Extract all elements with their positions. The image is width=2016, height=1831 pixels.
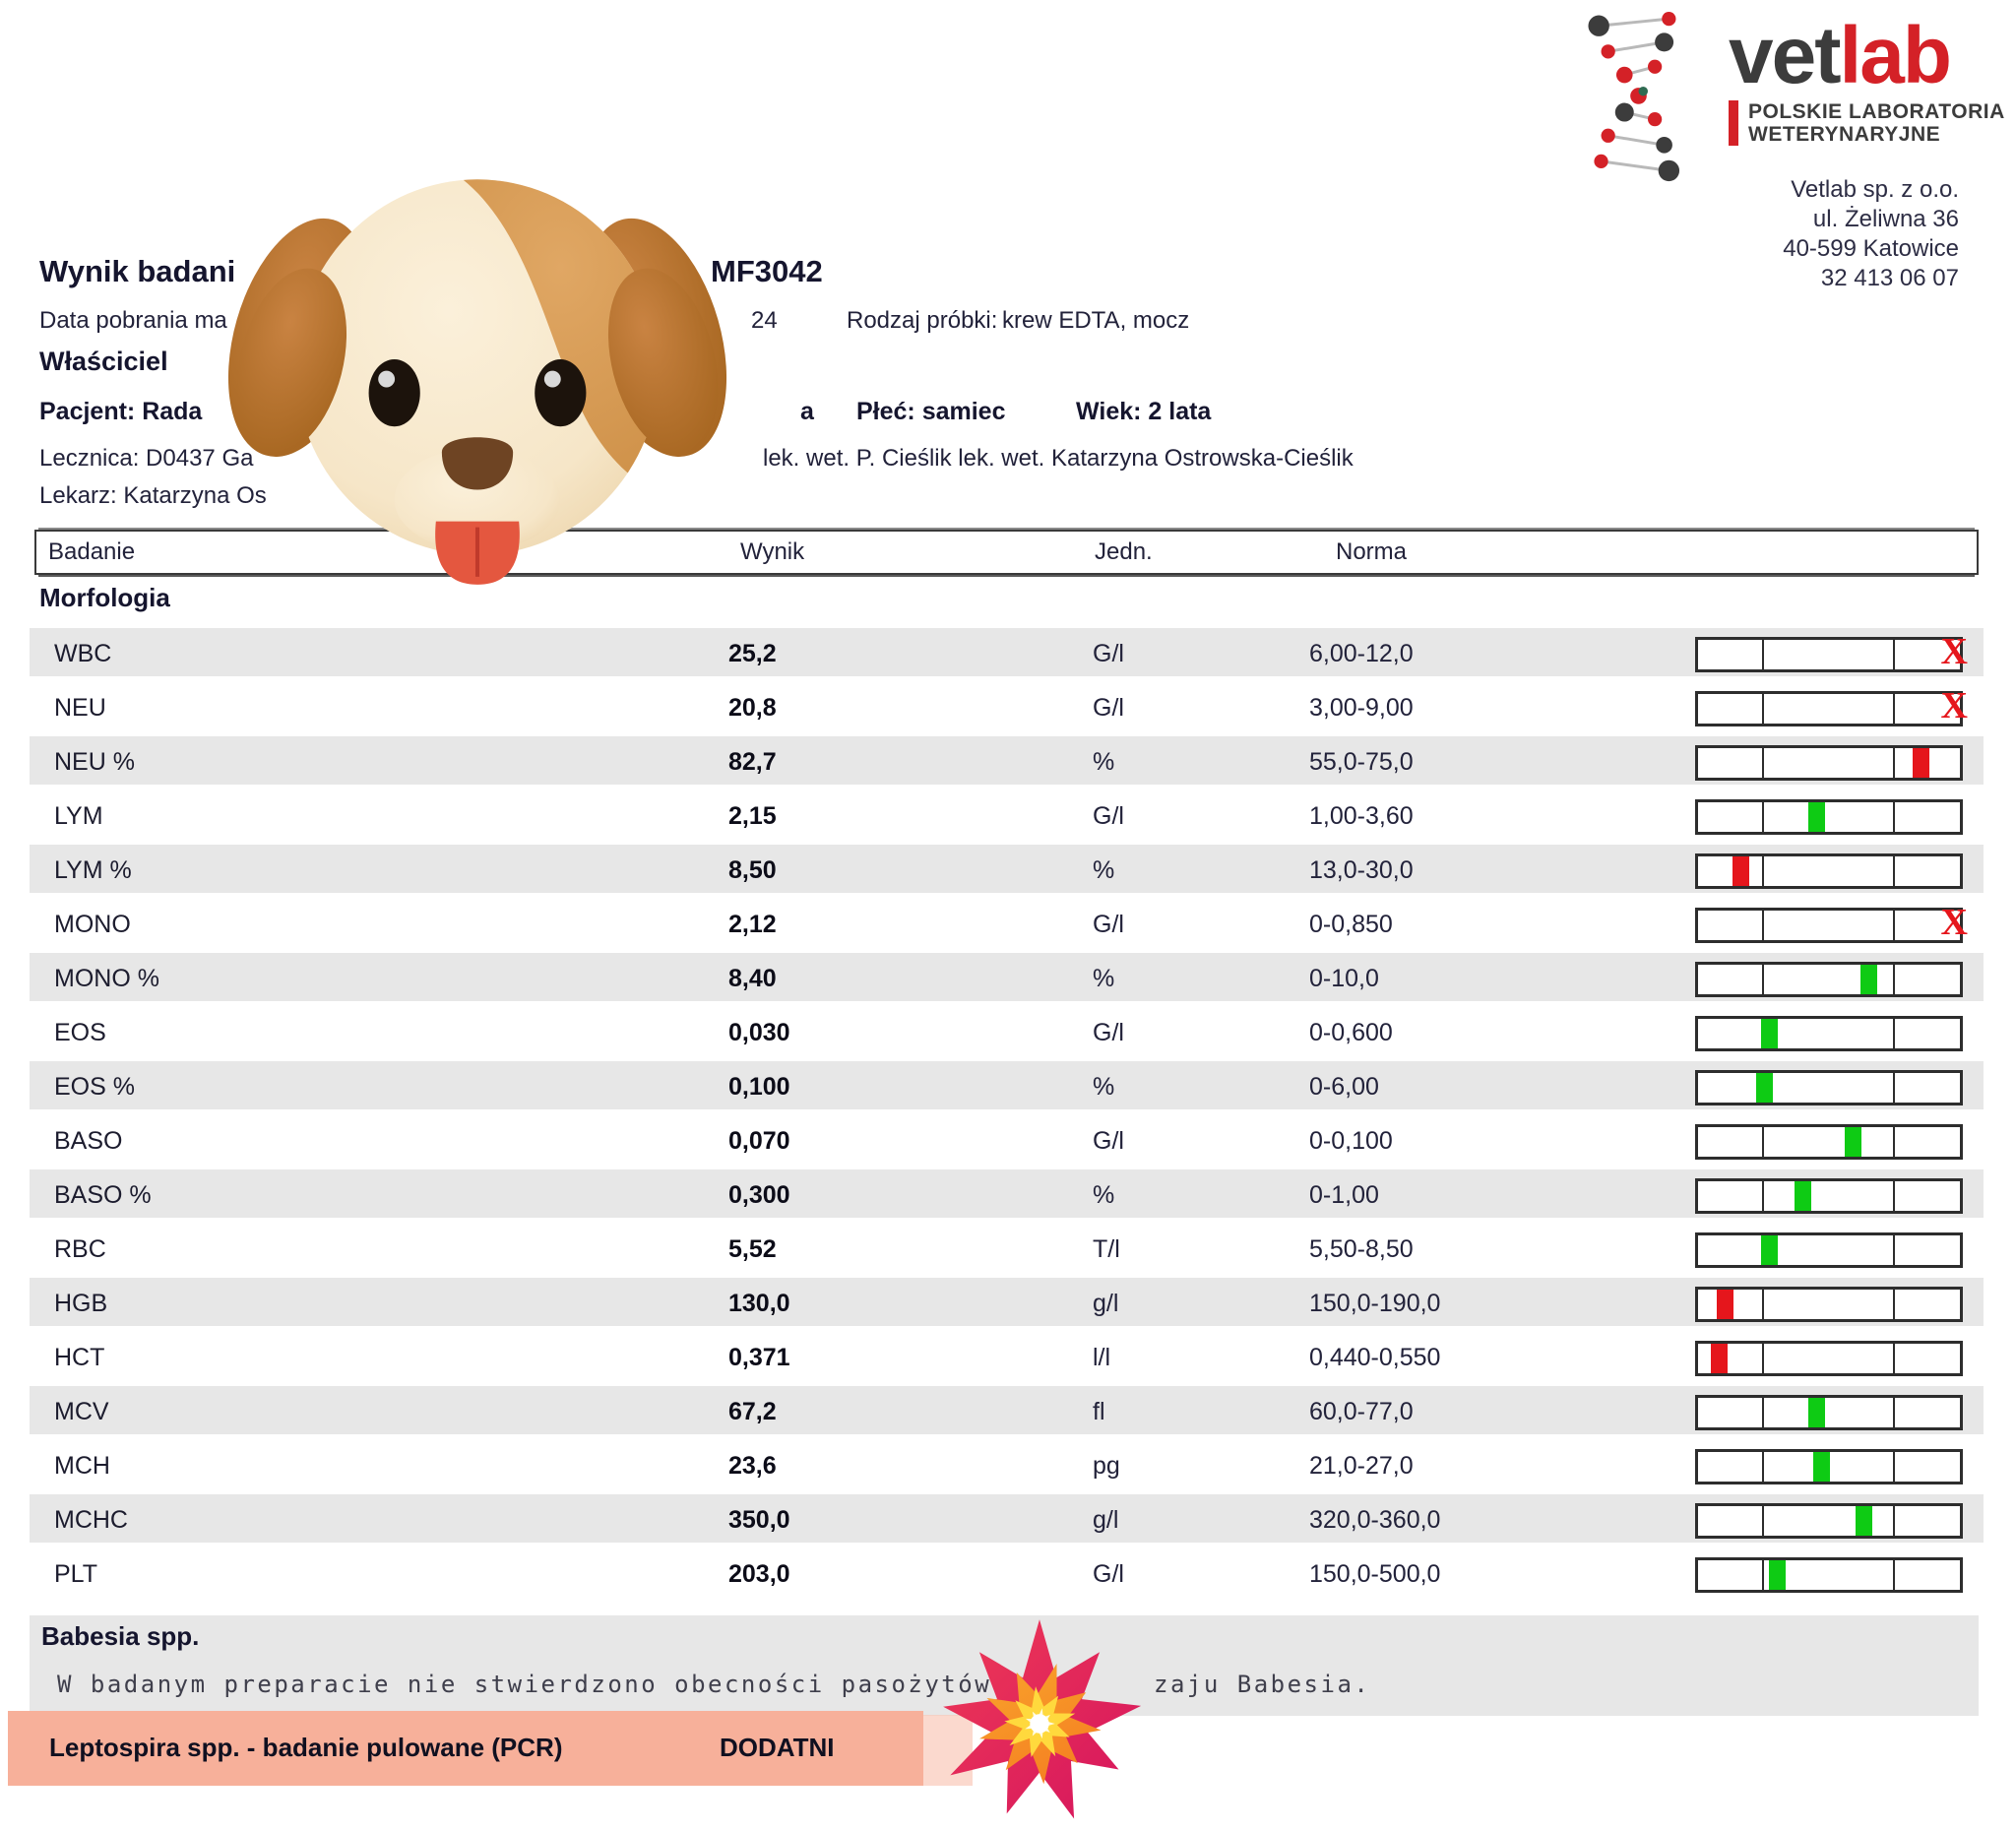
test-name: RBC [54, 1235, 106, 1263]
clinic-label-fragment: Lecznica: D0437 Ga [39, 445, 254, 472]
range-bar-divider-low [1762, 1127, 1764, 1157]
test-result-value: 0,100 [728, 1073, 790, 1101]
row-shade-band [30, 899, 1984, 947]
table-row-baso [30, 1113, 1984, 1168]
range-indicator-bar [1695, 1178, 1963, 1214]
company-street: ul. Żeliwna 36 [1812, 206, 1959, 232]
test-name: MONO [54, 911, 131, 938]
test-norm-range: 60,0-77,0 [1309, 1398, 1414, 1425]
logo-tagline [1729, 100, 2005, 146]
dog-face-emoji-overlay [220, 140, 734, 585]
table-row-lym [30, 789, 1984, 843]
sample-type-label: Rodzaj próbki: [847, 307, 998, 334]
test-unit: % [1093, 748, 1115, 776]
test-unit: G/l [1093, 1019, 1124, 1046]
in-range-marker [1756, 1073, 1773, 1103]
table-row-hct [30, 1330, 1984, 1384]
row-shade-band [30, 1440, 1984, 1488]
out-of-scale-high-x-marker: X [1940, 902, 1968, 943]
range-bar-divider-low [1762, 965, 1764, 994]
logo-tagline-bar [1729, 100, 1738, 146]
row-shade-band [30, 845, 1984, 893]
table-row-baso- [30, 1168, 1984, 1222]
in-range-marker [1845, 1127, 1861, 1157]
range-bar-divider-high [1893, 1506, 1895, 1536]
test-name: HCT [54, 1344, 105, 1371]
test-result-value: 0,030 [728, 1019, 790, 1046]
table-row-mcv [30, 1384, 1984, 1438]
table-row-eos [30, 1005, 1984, 1059]
row-shade-band [30, 1386, 1984, 1434]
range-indicator-bar [1695, 1287, 1963, 1322]
test-unit: G/l [1093, 1127, 1124, 1155]
test-unit: G/l [1093, 640, 1124, 667]
range-indicator-bar [1695, 853, 1963, 889]
logo-wordmark [1729, 11, 2005, 146]
company-name: Vetlab sp. z o.o. [1791, 176, 1959, 203]
babesia-result-text-left-fragment: W badanym preparacie nie stwierdzono obecności pasożytów [57, 1671, 992, 1698]
range-bar-divider-low [1762, 1290, 1764, 1319]
test-result-value: 0,300 [728, 1181, 790, 1209]
table-row-eos- [30, 1059, 1984, 1113]
range-bar-divider-high [1893, 1344, 1895, 1373]
in-range-marker [1761, 1019, 1778, 1048]
column-header-norm: Norma [1336, 538, 1408, 565]
out-of-range-marker [1711, 1344, 1728, 1373]
row-shade-band [30, 1224, 1984, 1272]
row-shade-band [30, 1061, 1984, 1109]
logo-tagline-line2: WETERYNARYJNE [1748, 123, 1941, 146]
table-row-mchc [30, 1492, 1984, 1547]
range-bar-divider-low [1762, 748, 1764, 778]
test-name: MCH [54, 1452, 110, 1480]
in-range-marker [1808, 1398, 1825, 1427]
sample-date-label-fragment: Data pobrania ma [39, 307, 227, 334]
doctor-label-fragment: Lekarz: Katarzyna Os [39, 482, 267, 509]
test-norm-range: 0,440-0,550 [1309, 1344, 1441, 1371]
test-result-value: 23,6 [728, 1452, 777, 1480]
babesia-result-text-right-fragment: zaju Babesia. [1154, 1671, 1371, 1698]
table-row-mono- [30, 951, 1984, 1005]
row-shade-band [30, 736, 1984, 785]
test-unit: l/l [1093, 1344, 1111, 1371]
table-row-wbc [30, 626, 1984, 680]
test-name: MCHC [54, 1506, 128, 1534]
out-of-range-marker [1717, 1290, 1733, 1319]
test-norm-range: 21,0-27,0 [1309, 1452, 1414, 1480]
test-name: BASO [54, 1127, 123, 1155]
leptospira-result-value: DODATNI [720, 1733, 835, 1762]
test-unit: fl [1093, 1398, 1105, 1425]
test-name: LYM [54, 802, 103, 830]
range-bar-divider-low [1762, 802, 1764, 832]
row-shade-band [30, 1007, 1984, 1055]
range-bar-divider-high [1893, 802, 1895, 832]
test-result-value: 82,7 [728, 748, 777, 776]
range-indicator-bar [1695, 745, 1963, 781]
logo-lab: lab [1839, 11, 1950, 100]
out-of-scale-high-x-marker: X [1940, 685, 1968, 726]
test-norm-range: 150,0-500,0 [1309, 1560, 1441, 1588]
test-norm-range: 0-6,00 [1309, 1073, 1379, 1101]
range-indicator-bar [1695, 1395, 1963, 1430]
range-bar-divider-high [1893, 1560, 1895, 1590]
table-row-rbc [30, 1222, 1984, 1276]
row-shade-band [30, 628, 1984, 676]
test-norm-range: 1,00-3,60 [1309, 802, 1414, 830]
section-heading-morfologia: Morfologia [39, 583, 170, 612]
test-result-value: 2,15 [728, 802, 777, 830]
in-range-marker [1808, 802, 1825, 832]
test-norm-range: 6,00-12,0 [1309, 640, 1414, 667]
test-norm-range: 150,0-190,0 [1309, 1290, 1441, 1317]
range-bar-divider-low [1762, 1181, 1764, 1211]
test-result-value: 0,371 [728, 1344, 790, 1371]
range-indicator-bar [1695, 1016, 1963, 1051]
range-indicator-bar [1695, 1232, 1963, 1268]
column-header-result: Wynik [740, 538, 805, 565]
logo-vet: vet [1729, 11, 1840, 100]
test-unit: G/l [1093, 1560, 1124, 1588]
test-name: BASO % [54, 1181, 152, 1209]
test-result-value: 203,0 [728, 1560, 790, 1588]
test-unit: pg [1093, 1452, 1120, 1480]
table-row-mch [30, 1438, 1984, 1492]
column-header-unit: Jedn. [1095, 538, 1153, 565]
test-unit: % [1093, 1073, 1115, 1101]
test-result-value: 8,50 [728, 856, 777, 884]
range-indicator-bar [1695, 902, 1968, 943]
range-bar-divider-low [1762, 1506, 1764, 1536]
range-indicator-bar [1695, 1070, 1963, 1105]
in-range-marker [1769, 1560, 1786, 1590]
table-row-lym- [30, 843, 1984, 897]
company-city: 40-599 Katowice [1783, 235, 1959, 262]
in-range-marker [1761, 1235, 1778, 1265]
owner-heading-fragment: Właściciel [39, 347, 168, 376]
column-header-test: Badanie [48, 538, 136, 565]
test-result-value: 67,2 [728, 1398, 777, 1425]
range-indicator-bar [1695, 1341, 1963, 1376]
test-result-value: 130,0 [728, 1290, 790, 1317]
test-name: MONO % [54, 965, 159, 992]
test-unit: g/l [1093, 1506, 1119, 1534]
range-bar-divider-high [1893, 911, 1895, 940]
sample-date-tail-fragment: 24 [751, 307, 778, 334]
test-norm-range: 0-1,00 [1309, 1181, 1379, 1209]
range-bar-divider-low [1762, 1344, 1764, 1373]
range-bar-divider-low [1762, 911, 1764, 940]
collision-explosion-emoji-overlay [933, 1616, 1146, 1831]
in-range-marker [1795, 1181, 1811, 1211]
table-row-hgb [30, 1276, 1984, 1330]
report-number-fragment: MF3042 [711, 254, 823, 288]
clinic-vets-fragment: lek. wet. P. Cieślik lek. wet. Katarzyna Ostrowska-Cieślik [763, 445, 1354, 472]
table-row-neu [30, 680, 1984, 734]
company-address-block [1565, 175, 1959, 293]
patient-sex: Płeć: samiec [856, 398, 1006, 425]
range-bar-divider-low [1762, 1452, 1764, 1482]
leptospira-test-label: Leptospira spp. - badanie pulowane (PCR) [49, 1733, 563, 1762]
range-bar-divider-high [1893, 640, 1895, 669]
test-unit: % [1093, 1181, 1115, 1209]
results-table-body [30, 626, 1984, 1601]
row-shade-band [30, 953, 1984, 1001]
test-name: NEU % [54, 748, 135, 776]
logo-text [1729, 11, 2005, 100]
test-norm-range: 0-0,600 [1309, 1019, 1393, 1046]
range-indicator-bar [1695, 1124, 1963, 1160]
range-indicator-bar [1695, 631, 1968, 672]
test-result-value: 5,52 [728, 1235, 777, 1263]
test-result-value: 2,12 [728, 911, 777, 938]
range-indicator-bar [1695, 1503, 1963, 1539]
row-shade-band [30, 1278, 1984, 1326]
test-norm-range: 0-0,850 [1309, 911, 1393, 938]
test-norm-range: 0-0,100 [1309, 1127, 1393, 1155]
babesia-heading: Babesia spp. [41, 1621, 200, 1651]
range-indicator-bar [1695, 962, 1963, 997]
range-bar-divider-high [1893, 748, 1895, 778]
test-norm-range: 3,00-9,00 [1309, 694, 1414, 722]
test-unit: G/l [1093, 911, 1124, 938]
test-unit: T/l [1093, 1235, 1120, 1263]
out-of-range-marker [1913, 748, 1929, 778]
row-shade-band [30, 1494, 1984, 1543]
test-result-value: 8,40 [728, 965, 777, 992]
test-name: NEU [54, 694, 106, 722]
out-of-scale-high-x-marker: X [1940, 631, 1968, 672]
test-name: MCV [54, 1398, 109, 1425]
range-bar-divider-high [1893, 1452, 1895, 1482]
test-result-value: 350,0 [728, 1506, 790, 1534]
test-unit: % [1093, 856, 1115, 884]
logo-tagline-line1: POLSKIE LABORATORIA [1748, 100, 2005, 123]
range-bar-divider-high [1893, 1235, 1895, 1265]
test-unit: g/l [1093, 1290, 1119, 1317]
range-bar-divider-low [1762, 640, 1764, 669]
test-unit: G/l [1093, 802, 1124, 830]
range-bar-divider-low [1762, 856, 1764, 886]
test-name: HGB [54, 1290, 108, 1317]
row-shade-band [30, 1169, 1984, 1218]
out-of-range-marker [1732, 856, 1749, 886]
test-norm-range: 13,0-30,0 [1309, 856, 1414, 884]
row-shade-band [30, 1115, 1984, 1164]
range-bar-divider-low [1762, 1560, 1764, 1590]
range-bar-divider-low [1762, 694, 1764, 724]
range-bar-divider-high [1893, 694, 1895, 724]
test-unit: % [1093, 965, 1115, 992]
patient-label-fragment: Pacjent: Rada [39, 398, 203, 425]
range-bar-divider-high [1893, 856, 1895, 886]
test-norm-range: 5,50-8,50 [1309, 1235, 1414, 1263]
range-indicator-bar [1695, 799, 1963, 835]
range-bar-divider-high [1893, 1181, 1895, 1211]
row-shade-band [30, 682, 1984, 730]
range-bar-divider-high [1893, 965, 1895, 994]
row-shade-band [30, 1332, 1984, 1380]
test-name: WBC [54, 640, 112, 667]
report-title-fragment: Wynik badani [39, 254, 236, 288]
leptospira-highlight-band [8, 1711, 923, 1786]
dna-helix-logo-icon [1573, 12, 1723, 187]
patient-name-tail-fragment: a [800, 398, 814, 425]
in-range-marker [1813, 1452, 1830, 1482]
sample-type-value: krew EDTA, mocz [1002, 307, 1190, 334]
company-phone: 32 413 06 07 [1820, 265, 1959, 291]
range-bar-divider-high [1893, 1127, 1895, 1157]
range-bar-divider-high [1893, 1019, 1895, 1048]
test-norm-range: 55,0-75,0 [1309, 748, 1414, 776]
test-norm-range: 320,0-360,0 [1309, 1506, 1441, 1534]
test-name: EOS [54, 1019, 106, 1046]
test-name: PLT [54, 1560, 97, 1588]
range-bar-divider-high [1893, 1398, 1895, 1427]
row-shade-band [30, 1548, 1984, 1597]
in-range-marker [1860, 965, 1877, 994]
test-norm-range: 0-10,0 [1309, 965, 1379, 992]
range-bar-divider-high [1893, 1073, 1895, 1103]
table-row-neu- [30, 734, 1984, 789]
range-bar-divider-high [1893, 1290, 1895, 1319]
range-bar-divider-low [1762, 1398, 1764, 1427]
in-range-marker [1856, 1506, 1872, 1536]
test-result-value: 20,8 [728, 694, 777, 722]
range-indicator-bar [1695, 1557, 1963, 1593]
range-indicator-bar [1695, 1449, 1963, 1484]
test-result-value: 25,2 [728, 640, 777, 667]
table-row-plt [30, 1547, 1984, 1601]
test-unit: G/l [1093, 694, 1124, 722]
range-indicator-bar [1695, 685, 1968, 726]
patient-age: Wiek: 2 lata [1076, 398, 1212, 425]
row-shade-band [30, 790, 1984, 839]
table-row-mono [30, 897, 1984, 951]
test-name: LYM % [54, 856, 132, 884]
test-name: EOS % [54, 1073, 135, 1101]
test-result-value: 0,070 [728, 1127, 790, 1155]
